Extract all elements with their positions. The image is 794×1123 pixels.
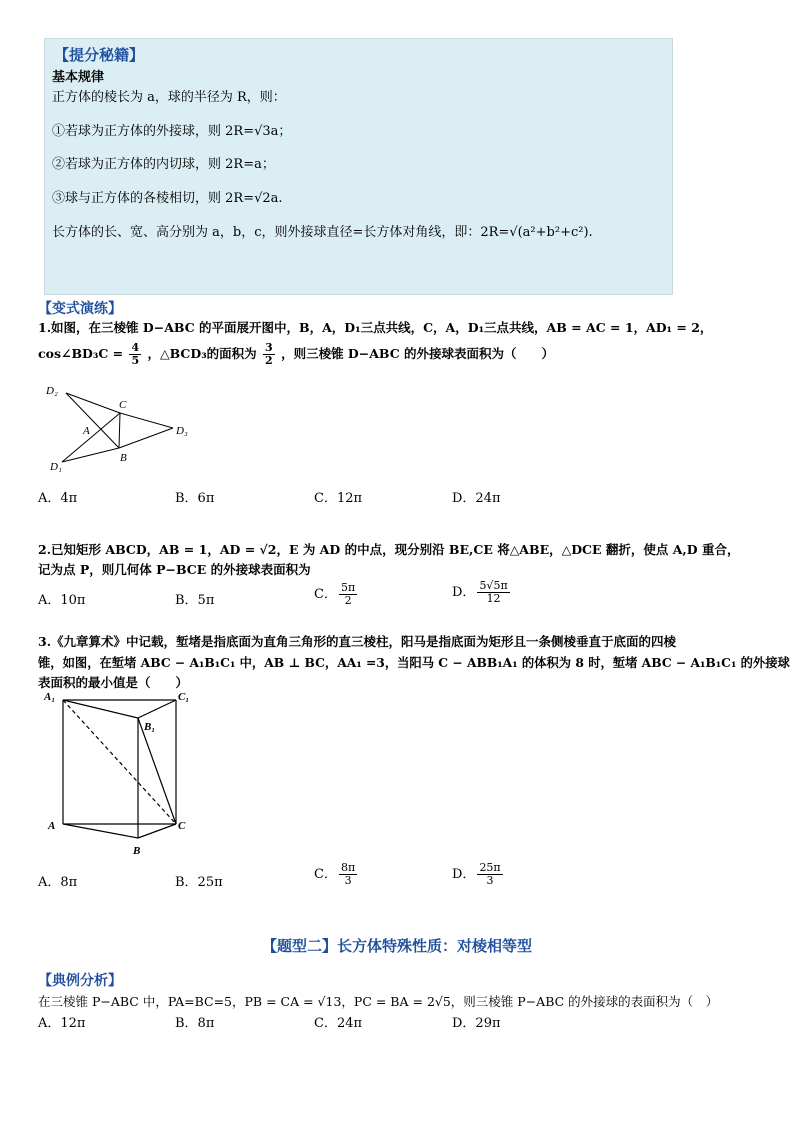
q1-line2 (38, 342, 554, 367)
q2-line2: 记为点 P，则几何体 P−BCE 的外接球表面积为 (38, 562, 311, 577)
section2-question: 在三棱锥 P−ABC 中，PA=BC=5，PB = CA = √13，PC = BA = 2√5，则三棱锥 P−ABC 的外接球的表面积为（ ） (38, 994, 719, 1009)
q3-option-c-label: C． (314, 867, 337, 882)
practice-title: 【变式演练】 (38, 301, 122, 317)
s2-option-d[interactable]: D．29π (452, 1016, 501, 1031)
tip-title: 【提分秘籍】 (54, 46, 145, 64)
q2-option-c-frac (339, 582, 357, 607)
q3-label-c1: C₁ (178, 691, 190, 703)
q2-option-b[interactable]: B．5π (175, 593, 215, 608)
q3-option-b[interactable]: B．25π (175, 875, 223, 890)
q1-frac2-num: 3 (265, 341, 273, 354)
q2-option-d[interactable] (452, 580, 512, 605)
q1-label-c: C (119, 399, 127, 411)
q2-option-a[interactable]: A．10π (38, 593, 86, 608)
tip-rule1: ①若球为正方体的外接球，则 2R=√3a； (52, 124, 292, 139)
q1-option-c[interactable]: C．12π (314, 491, 363, 506)
q1-frac1-den: 5 (131, 354, 140, 367)
q1-label-b: B (120, 452, 127, 464)
q1-label-d2: D₂ (46, 385, 58, 397)
tip-rule2: ②若球为正方体的内切球，则 2R=a； (52, 157, 275, 172)
q3-option-c-frac (339, 862, 357, 887)
q2-optd-num: 5√5π (479, 579, 508, 592)
q3-option-a[interactable]: A．8π (38, 875, 78, 890)
s2-option-a[interactable]: A．12π (38, 1016, 86, 1031)
q1-option-a[interactable]: A．4π (38, 491, 78, 506)
q1-net-figure (40, 380, 200, 475)
q3-label-c: C (178, 820, 186, 832)
q3-prism-figure (40, 688, 200, 860)
q1-label-d1: D₁ (50, 461, 62, 473)
q1-frac1 (129, 342, 141, 367)
q2-option-c-label: C． (314, 587, 337, 602)
q1-frac1-num: 4 (131, 341, 140, 354)
q3-option-d-label: D． (452, 867, 476, 882)
q3-optc-num: 8π (340, 861, 356, 874)
tip-subtitle: 基本规律 (52, 70, 105, 85)
q3-line1: 3.《九章算术》中记载，堑堵是指底面为直角三角形的直三棱柱，阳马是指底面为矩形且一条侧棱垂直于底面的四棱 (38, 634, 677, 649)
tip-rule4: 长方体的长、宽、高分别为 a，b，c，则外接球直径=长方体对角线，即：2R=√(a²+b²+c²). (52, 225, 593, 240)
q3-label-b: B (133, 845, 141, 857)
section2-heading: 【题型二】长方体特殊性质：对棱相等型 (261, 937, 532, 955)
q3-label-a: A (48, 820, 56, 832)
q1-line1: 1.如图，在三棱锥 D−ABC 的平面展开图中，B，A，D₁三点共线，C，A，D₁三点共线，AB = AC = 1，AD₁ = 2， (38, 320, 713, 335)
q1-label-a: A (83, 425, 90, 437)
q1-ask-text: ，则三棱锥 D−ABC 的外接球表面积为（ ） (281, 346, 555, 361)
q1-label-d3: D₃ (176, 425, 188, 437)
q2-line1: 2.已知矩形 ABCD，AB = 1，AD = √2，E 为 AD 的中点，现分别沿 BE,CE 将△ABE，△DCE 翻折，使点 A,D 重合， (38, 542, 740, 557)
q2-optc-num: 5π (340, 581, 356, 594)
q2-option-c[interactable] (314, 582, 359, 607)
q1-frac2-den: 2 (265, 354, 273, 367)
q3-label-a1: A₁ (44, 691, 56, 703)
q3-line2: 锥，如图，在堑堵 ABC − A₁B₁C₁ 中，AB ⊥ BC，AA₁ =3，当阳马 C − ABB₁A₁ 的体积为 8 时，堑堵 ABC − A₁B₁C₁ 的外接球 (38, 655, 790, 670)
tip-intro: 正方体的棱长为 a，球的半径为 R，则： (52, 90, 286, 105)
q2-option-d-frac (477, 580, 509, 605)
q1-cos-text: cos∠BD₃C = (38, 346, 124, 361)
s2-option-c[interactable]: C．24π (314, 1016, 363, 1031)
s2-option-b[interactable]: B．8π (175, 1016, 215, 1031)
q3-option-d-frac (477, 862, 502, 887)
analysis-title: 【典例分析】 (38, 973, 122, 989)
q3-optd-num: 25π (479, 861, 501, 874)
q1-area-text: ，△BCD₃的面积为 (147, 346, 257, 361)
tip-rule3: ③球与正方体的各棱相切，则 2R=√2a. (52, 191, 283, 206)
q3-option-c[interactable] (314, 862, 359, 887)
q3-line3: 表面积的最小值是（ ） (38, 675, 189, 690)
q1-option-b[interactable]: B．6π (175, 491, 215, 506)
q3-optc-den: 3 (344, 874, 352, 887)
q3-label-b1: B₁ (144, 721, 156, 733)
q3-option-d[interactable] (452, 862, 505, 887)
q2-option-d-label: D． (452, 585, 476, 600)
q1-frac2 (263, 342, 275, 367)
q3-optd-den: 3 (486, 874, 494, 887)
q2-optc-den: 2 (344, 594, 352, 607)
q2-optd-den: 12 (486, 592, 501, 605)
q1-option-d[interactable]: D．24π (452, 491, 501, 506)
